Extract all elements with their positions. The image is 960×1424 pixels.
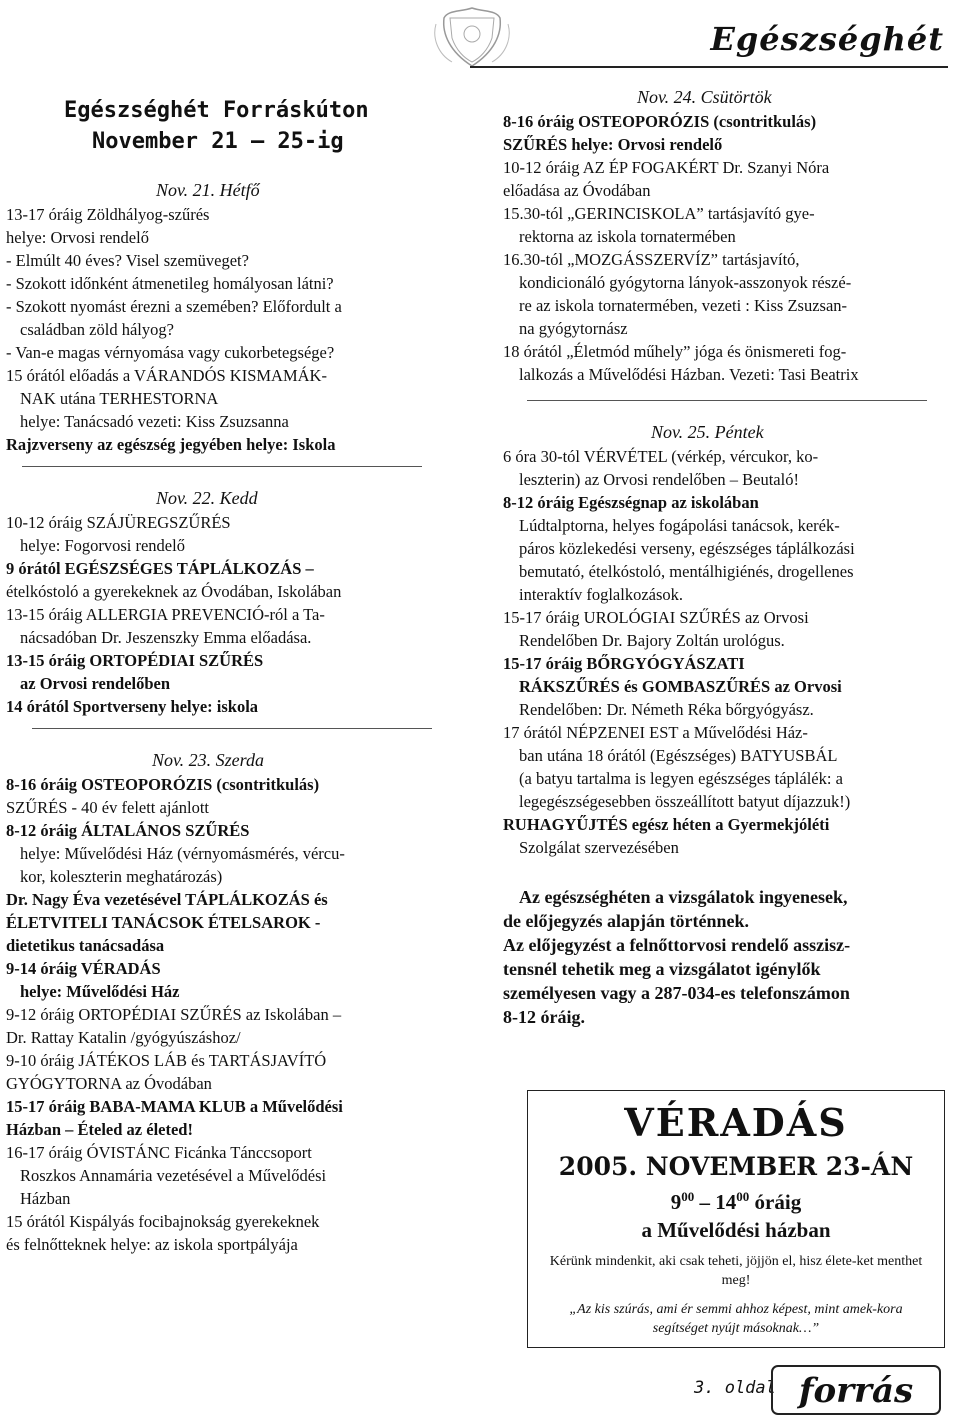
list-item: ÉLETVITELI TANÁCSOK ÉTELSAROK - <box>6 913 321 932</box>
list-item: legegészségesebben összeállított batyut díjazzuk!) <box>519 792 851 811</box>
day-heading-monday: Nov. 21. Hétfő <box>156 180 260 200</box>
forras-logo <box>770 1360 942 1418</box>
list-item: SZŰRÉS - 40 év felett ajánlott <box>6 798 210 817</box>
list-item: 8-12 óráig Egészségnap az iskolában <box>503 493 759 512</box>
list-item: 14 órától Sportverseny helye: iskola <box>6 697 259 716</box>
list-item: 15 órától Kispályás focibajnokság gyerekeknek <box>6 1212 320 1231</box>
divider <box>527 400 927 401</box>
list-item: NAK utána TERHESTORNA <box>20 389 219 408</box>
list-item: SZŰRÉS helye: Orvosi rendelő <box>503 135 723 154</box>
time-from: 9 <box>670 1190 682 1214</box>
list-item: Rendelőben: Dr. Németh Réka bőrgyógyász. <box>519 700 814 719</box>
list-item: az Orvosi rendelőben <box>20 674 171 693</box>
list-item: - Szokott időnként átmenetileg homályosan látni? <box>6 274 334 293</box>
header-rule <box>470 66 948 68</box>
list-item: Dr. Rattay Katalin /gyógyúszáshoz/ <box>6 1028 241 1047</box>
list-item: Szolgálat szervezésében <box>519 838 679 857</box>
coat-of-arms-icon <box>430 4 514 70</box>
list-item: Házban <box>20 1189 71 1208</box>
day-heading-friday: Nov. 25. Péntek <box>651 422 764 442</box>
page-number: 3. oldal <box>694 1378 776 1398</box>
list-item: rektorna az iskola tornatermében <box>519 227 736 246</box>
list-item: 17 órától NÉPZENEI EST a Művelődési Ház- <box>503 723 808 742</box>
list-item: helye: Fogorvosi rendelő <box>20 536 185 555</box>
blood-donation-title: VÉRADÁS <box>624 1100 848 1145</box>
list-item: Dr. Nagy Éva vezetésével TÁPLÁLKOZÁS és <box>6 890 328 909</box>
day-heading-wednesday: Nov. 23. Szerda <box>152 750 264 770</box>
list-item: GYÓGYTORNA az Óvodában <box>6 1074 212 1093</box>
blood-donation-box <box>527 1090 945 1348</box>
list-item: na gyógytornász <box>519 319 628 338</box>
list-item: 10-12 óráig SZÁJÜREGSZŰRÉS <box>6 513 231 532</box>
notice-block <box>503 885 940 1029</box>
list-item: és felnőtteknek helye: az iskola sportpályája <box>6 1235 298 1254</box>
list-item: re az iskola tornatermében, vezeti : Kiss Zsuzsan- <box>519 296 848 315</box>
list-item: interaktív foglalkozások. <box>519 585 684 604</box>
list-item: helye: Művelődési Ház (vérnyomásmérés, vércu- <box>20 844 345 863</box>
list-item: Roszkos Annamária vezetésével a Művelődési <box>20 1166 327 1185</box>
list-item: 9-12 óráig ORTOPÉDIAI SZŰRÉS az Iskolában – <box>6 1005 342 1024</box>
list-item: helye: Tanácsadó vezeti: Kiss Zsuzsanna <box>20 412 289 431</box>
list-item: lalkozás a Művelődési Házban. Vezeti: Tasi Beatrix <box>519 365 859 384</box>
blood-donation-quote: „Az kis szúrás, ami ér semmi ahhoz képest, mint amek-kora segítséget nyújt másoknak…” <box>569 1302 903 1336</box>
blood-donation-place: a Művelődési házban <box>641 1218 831 1242</box>
list-item: - Szokott nyomást érezni a szemében? Előfordult a <box>6 297 342 316</box>
list-item: 9 órától EGÉSZSÉGES TÁPLÁLKOZÁS – <box>6 559 314 578</box>
list-item: 9-14 óráig VÉRADÁS <box>6 959 161 978</box>
list-item: 15-17 óráig BŐRGYÓGYÁSZATI <box>503 654 745 673</box>
page-subtitle: November 21 – 25-ig <box>92 129 344 154</box>
day-heading-thursday: Nov. 24. Csütörtök <box>637 87 772 107</box>
page-title: Egészséghét Forráskúton <box>64 98 369 123</box>
list-item: 13-17 óráig Zöldhályog-szűrés <box>6 205 210 224</box>
left-column <box>6 95 436 1256</box>
list-item: 15 órától előadás a VÁRANDÓS KISMAMÁK- <box>6 366 327 385</box>
notice-line: Az egészséghéten a vizsgálatok ingyenesek, <box>519 887 848 907</box>
time-from-minutes: 00 <box>681 1189 695 1204</box>
list-item: 15.30-tól „GERINCISKOLA” tartásjavító gye- <box>503 204 815 223</box>
list-item: 13-15 óráig ALLERGIA PREVENCIÓ-ról a Ta- <box>6 605 325 624</box>
divider <box>32 728 432 729</box>
list-item: páros közlekedési verseny, egészséges táplálkozási <box>519 539 855 558</box>
list-item: RÁKSZŰRÉS és GOMBASZŰRÉS az Orvosi <box>519 677 842 696</box>
list-item: 15-17 óráig UROLÓGIAI SZŰRÉS az Orvosi <box>503 608 809 627</box>
notice-line: Az előjegyzést a felnőttorvosi rendelő asszisz- <box>503 935 851 955</box>
list-item: 18 órától „Életmód műhely” jóga és önismereti fog- <box>503 342 847 361</box>
list-item: 13-15 óráig ORTOPÉDIAI SZŰRÉS <box>6 651 264 670</box>
list-item: családban zöld hályog? <box>20 320 174 339</box>
blood-donation-date: 2005. NOVEMBER 23-ÁN <box>558 1152 914 1181</box>
list-item: ban utána 18 órától (Egészséges) BATYUSBÁL <box>519 746 838 765</box>
time-suffix: óráig <box>749 1190 802 1214</box>
notice-line: de előjegyzés alapján történnek. <box>503 911 749 931</box>
divider <box>22 466 422 467</box>
list-item: - Elmúlt 40 éves? Visel szemüveget? <box>6 251 249 270</box>
list-item: 16.30-tól „MOZGÁSSZERVÍZ” tartásjavító, <box>503 250 800 269</box>
list-item: 15-17 óráig BABA-MAMA KLUB a Művelődési <box>6 1097 343 1116</box>
notice-line: személyesen vagy a 287-034-es telefonszámon <box>503 983 850 1003</box>
list-item: Rajzverseny az egészség jegyében helye: Iskola <box>6 435 336 454</box>
list-item: nácsadóban Dr. Jeszenszky Emma előadása. <box>20 628 312 647</box>
list-item: Házban – Ételed az életed! <box>6 1120 193 1139</box>
list-item: helye: Művelődési Ház <box>20 982 180 1001</box>
list-item: leszterin) az Orvosi rendelőben – Beutaló! <box>519 470 799 489</box>
list-item: helye: Orvosi rendelő <box>6 228 149 247</box>
list-item: 8-12 óráig ÁLTALÁNOS SZŰRÉS <box>6 821 250 840</box>
list-item: 10-12 óráig AZ ÉP FOGAKÉRT Dr. Szanyi Nóra <box>503 158 830 177</box>
list-item: RUHAGYŰJTÉS egész héten a Gyermekjóléti <box>503 815 830 834</box>
list-item: kondicionáló gyógytorna lányok-asszonyok részé- <box>519 273 852 292</box>
list-item: 9-10 óráig JÁTÉKOS LÁB és TARTÁSJAVÍTÓ <box>6 1051 327 1070</box>
time-to: 14 <box>715 1190 737 1214</box>
day-heading-tuesday: Nov. 22. Kedd <box>156 488 258 508</box>
blood-donation-request: Kérünk mindenkit, aki csak teheti, jöjjön el, hisz élete-ket menthet meg! <box>549 1254 923 1288</box>
list-item: Rendelőben Dr. Bajory Zoltán urológus. <box>519 631 785 650</box>
blood-donation-time <box>528 1183 944 1216</box>
list-item: - Van-e magas vérnyomása vagy cukorbetegsége? <box>6 343 335 362</box>
section-title: Egészséghét <box>710 20 944 58</box>
right-column <box>503 84 940 1029</box>
list-item: 8-16 óráig OSTEOPORÓZIS (csontritkulás) <box>503 112 817 131</box>
list-item: bemutató, ételkóstoló, mentálhigiénés, drogellenes <box>519 562 854 581</box>
list-item: előadása az Óvodában <box>503 181 651 200</box>
list-item: 16-17 óráig ÓVISTÁNC Ficánka Tánccsoport <box>6 1143 312 1162</box>
list-item: ételkóstoló a gyerekeknek az Óvodában, Iskolában <box>6 582 342 601</box>
list-item: dietetikus tanácsadása <box>6 936 165 955</box>
list-item: Lúdtalptorna, helyes fogápolási tanácsok, kerék- <box>519 516 840 535</box>
list-item: 6 óra 30-tól VÉRVÉTEL (vérkép, vércukor, ko- <box>503 447 819 466</box>
svg-text:forrás: forrás <box>798 1371 914 1411</box>
time-to-minutes: 00 <box>736 1189 750 1204</box>
time-dash: – <box>694 1190 716 1214</box>
list-item: kor, koleszterin meghatározás) <box>20 867 223 886</box>
list-item: 8-16 óráig OSTEOPORÓZIS (csontritkulás) <box>6 775 320 794</box>
list-item: (a batyu tartalma is legyen egészséges táplálék: a <box>519 769 843 788</box>
notice-line: tensnél tehetik meg a vizsgálatot igénylők <box>503 959 821 979</box>
notice-line: 8-12 óráig. <box>503 1007 585 1027</box>
